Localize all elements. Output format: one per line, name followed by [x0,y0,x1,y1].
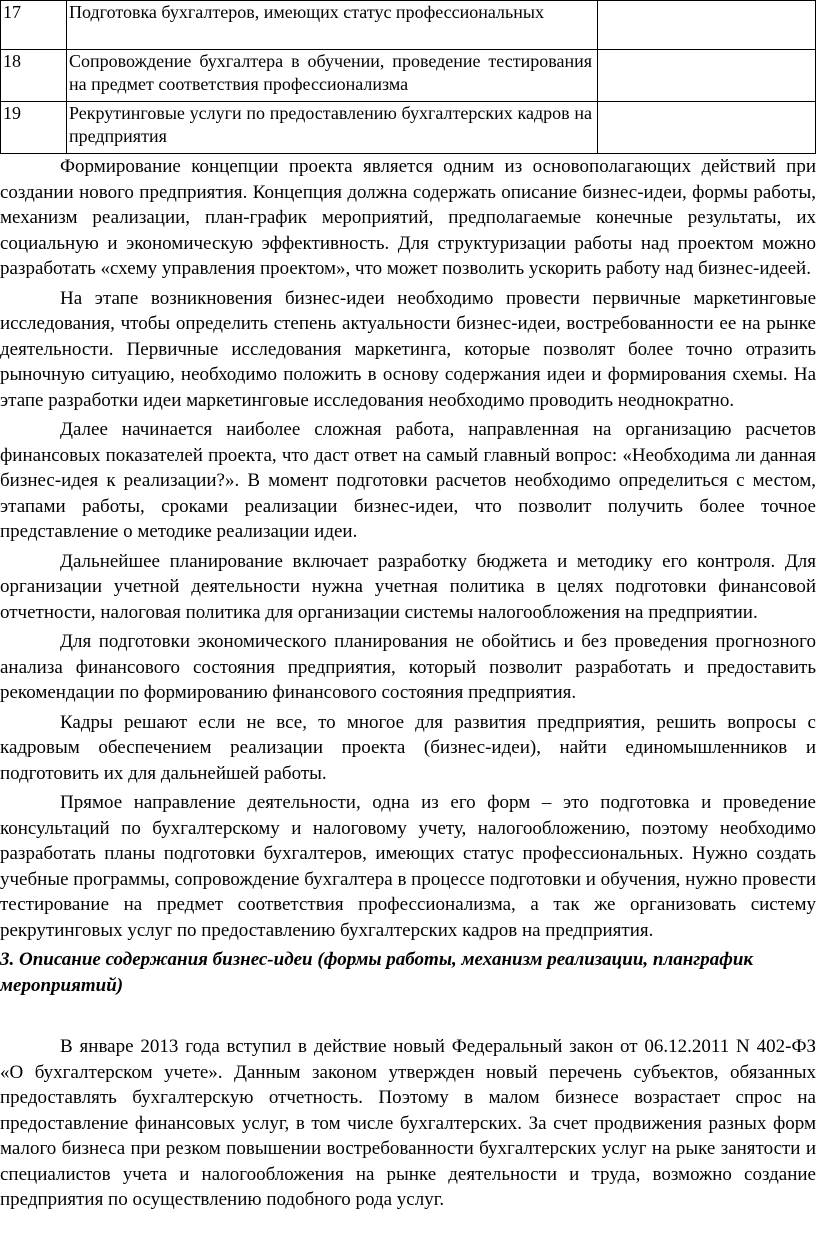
row-empty-cell [598,102,816,154]
row-number: 17 [1,1,67,50]
paragraph: В январе 2013 года вступил в действие новый Федеральный закон от 06.12.2011 N 402-ФЗ «О бухгалтерском учете». Данным законом утвержден новый перечень субъектов, обязанных предоставлять бухгалтерскую отчетность. Поэтому в малом бизнесе возрастает спрос на предоставление финансовых услуг, в том числе бухгалтерских. За счет продвижения разных форм малого бизнеса при резком повышении востребованности бухгалтерских услуг на рыке занятости и специалистов учета и налогообложения на рынке деятельности и труда, возможно создание предприятия по осуществлению подобного рода услуг. [0,1036,816,1210]
paragraph: Формирование концепции проекта является одним из основополагающих действий при создании нового предприятия. Концепция должна содержать описание бизнес-идеи, формы работы, механизм реализации, план-график мероприятий, предполагаемые конечные результаты, их социальную и экономическую эффективность. Для структуризации работы над проектом можно разработать «схему управления проектом», что может позволить ускорить работу над бизнес-идеей. [0,156,816,279]
body-text-final [0,1034,816,1213]
row-number: 19 [1,102,67,154]
row-text: Подготовка бухгалтеров, имеющих статус профессиональных [67,1,598,50]
paragraph: Далее начинается наиболее сложная работа, направленная на организацию расчетов финансовых показателей проекта, что даст ответ на самый главный вопрос: «Необходима ли данная бизнес-идея к реализации?». В момент подготовки расчетов необходимо определиться с местом, этапами работы, сроками реализации бизнес-идеи, что позволит получить более точное представление о методике реализации идеи. [0,419,816,542]
row-empty-cell [598,50,816,102]
section-heading: 3. Описание содержания бизнес-идеи (формы работы, механизм реализации, планграфик мероприятий) [0,949,754,996]
table-row [1,50,816,102]
paragraph: Для подготовки экономического планирования не обойтись и без проведения прогнозного анализа финансового состояния предприятия, который позволит разработать и предоставить рекомендации по формированию финансового состояния предприятия. [0,631,816,703]
table-row [1,102,816,154]
table-row [1,1,816,50]
row-number: 18 [1,50,67,102]
row-text: Рекрутинговые услуги по предоставлению бухгалтерских кадров на предприятия [67,102,598,154]
row-empty-cell [598,1,816,50]
row-text: Сопровождение бухгалтера в обучении, проведение тестирования на предмет соответствия профессионализма [67,50,598,102]
paragraph: На этапе возникновения бизнес-идеи необходимо провести первичные маркетинговые исследования, чтобы определить степень актуальности бизнес-идеи, востребованности ее на рынке деятельности. Первичные исследования маркетинга, которые позволят более точно отразить рыночную ситуацию, необходимо положить в основу содержания идеи и формирования схемы. На этапе разработки идеи маркетинговые исследования необходимо проводить неоднократно. [0,287,816,411]
paragraph: Кадры решают если не все, то многое для развития предприятия, решить вопросы с кадровым обеспечением реализации проекта (бизнес-идеи), найти единомышленников и подготовить их для дальнейшей работы. [0,711,816,784]
body-text [0,154,816,943]
paragraph: Прямое направление деятельности, одна из его форм – это подготовка и проведение консультаций по бухгалтерскому и налоговому учету, налогообложению, поэтому необходимо разработать планы подготовки бухгалтеров, имеющих статус профессиональных. Нужно создать учебные программы, сопровождение бухгалтера в процессе подготовки и обучения, нужно провести тестирование на предмет соответствия профессионализма, а так же организовать систему рекрутинговых услуг по предоставлению бухгалтерских кадров на предприятия. [0,792,816,941]
paragraph: Дальнейшее планирование включает разработку бюджета и методику его контроля. Для организации учетной деятельности нужна учетная политика в целях подготовки финансовой отчетности, налоговая политика для организации системы налогообложения на предприятии. [0,550,816,623]
activities-table [0,0,816,154]
